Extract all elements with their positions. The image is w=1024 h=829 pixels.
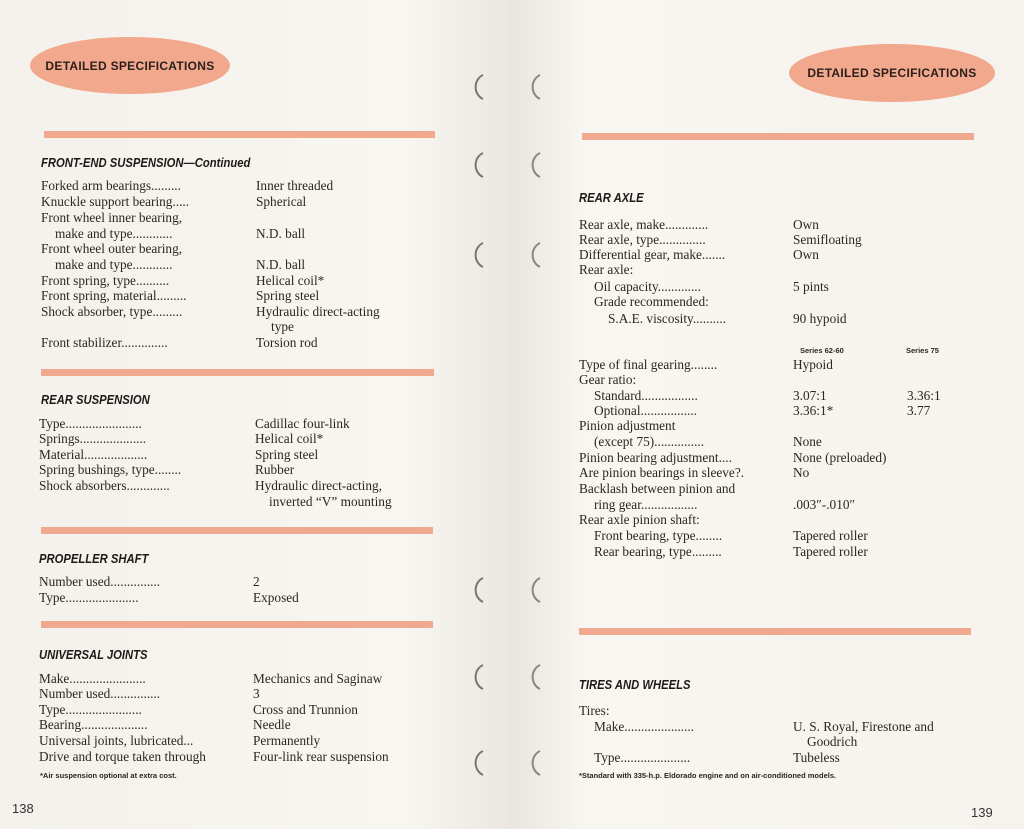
section-heading: REAR SUSPENSION xyxy=(41,393,150,407)
spec-label: Rear axle: xyxy=(579,262,634,277)
spec-label: Type....................... xyxy=(39,416,142,431)
spec-label: Spring bushings, type........ xyxy=(39,462,182,477)
spec-label: Front bearing, type........ xyxy=(594,528,723,543)
spec-label: Oil capacity............. xyxy=(594,279,701,294)
spec-value: 5 pints xyxy=(793,279,829,294)
spec-label: Type....................... xyxy=(39,702,142,717)
spec-value: 2 xyxy=(253,574,260,589)
spec-value: Inner threaded xyxy=(256,178,334,193)
spec-label: Differential gear, make....... xyxy=(579,247,726,262)
spec-label: (except 75)............... xyxy=(594,434,705,449)
binder-hole-icon xyxy=(467,662,489,692)
spec-label: Optional................. xyxy=(594,403,698,418)
spec-value: 3.07:1 xyxy=(793,388,827,403)
spec-label: Front wheel outer bearing, xyxy=(41,241,183,256)
spec-value: Permanently xyxy=(253,733,321,748)
binder-hole-icon xyxy=(526,150,548,180)
spec-label: ring gear................. xyxy=(594,497,698,512)
spec-label: Rear axle, make............. xyxy=(579,217,709,232)
spec-value: inverted “V” mounting xyxy=(269,494,392,509)
spec-label: Front stabilizer.............. xyxy=(41,335,168,350)
section-heading: TIRES AND WHEELS xyxy=(579,678,691,692)
spec-label: Springs.................... xyxy=(39,431,147,446)
spec-value: Semifloating xyxy=(793,232,862,247)
left-page xyxy=(0,0,508,829)
spec-value: Spring steel xyxy=(256,288,320,303)
right-page xyxy=(508,0,1024,829)
spec-label: Front wheel inner bearing, xyxy=(41,210,183,225)
spec-value: 3 xyxy=(253,686,260,701)
spec-value-series75: 3.36:1 xyxy=(907,388,941,403)
section-badge xyxy=(789,44,995,102)
divider xyxy=(44,131,435,138)
footnote: *Air suspension optional at extra cost. xyxy=(40,771,177,780)
spec-label: Make....................... xyxy=(39,671,146,686)
spec-label: Type of final gearing........ xyxy=(579,357,718,372)
spec-label: Gear ratio: xyxy=(579,372,637,387)
spec-value: Helical coil* xyxy=(255,431,324,446)
spec-label: Drive and torque taken through xyxy=(39,749,206,764)
divider xyxy=(582,133,974,140)
section-heading: REAR AXLE xyxy=(579,191,644,205)
spec-value: Tapered roller xyxy=(793,528,868,543)
spec-value: Exposed xyxy=(253,590,299,605)
page-number: 138 xyxy=(12,801,34,816)
spec-label: Front spring, type.......... xyxy=(41,273,170,288)
binder-hole-icon xyxy=(467,150,489,180)
binder-hole-icon xyxy=(467,72,489,102)
badge-label: DETAILED SPECIFICATIONS xyxy=(807,66,977,80)
spec-label: Type..................... xyxy=(594,750,691,765)
spec-label: Shock absorbers............. xyxy=(39,478,170,493)
spec-value: Goodrich xyxy=(807,734,858,749)
spec-label: S.A.E. viscosity.......... xyxy=(608,311,727,326)
binder-hole-icon xyxy=(467,240,489,270)
spec-label: Shock absorber, type......... xyxy=(41,304,183,319)
spec-label: Standard................. xyxy=(594,388,698,403)
spec-value: No xyxy=(793,465,810,480)
spec-label: make and type............ xyxy=(55,257,173,272)
spec-label: Forked arm bearings......... xyxy=(41,178,181,193)
spec-value: .003″-.010″ xyxy=(793,497,856,512)
spec-value: Torsion rod xyxy=(256,335,318,350)
badge-label: DETAILED SPECIFICATIONS xyxy=(45,58,215,73)
spec-value: U. S. Royal, Firestone and xyxy=(793,719,934,734)
binder-hole-icon xyxy=(467,748,489,778)
spec-label: Type...................... xyxy=(39,590,139,605)
spec-value: N.D. ball xyxy=(256,226,306,241)
spec-value: Tapered roller xyxy=(793,544,868,559)
spec-label: Pinion bearing adjustment.... xyxy=(579,450,732,465)
spec-label: Grade recommended: xyxy=(594,294,709,309)
spec-value: Own xyxy=(793,217,819,232)
spec-value: type xyxy=(271,319,294,334)
spec-label: Rear bearing, type......... xyxy=(594,544,722,559)
binder-hole-icon xyxy=(526,662,548,692)
spec-value: Tubeless xyxy=(793,750,840,765)
divider xyxy=(41,369,434,376)
divider xyxy=(41,621,433,628)
spec-value: None (preloaded) xyxy=(793,450,887,465)
spec-value: Hydraulic direct-acting, xyxy=(255,478,383,493)
spec-value: Hydraulic direct-acting xyxy=(256,304,380,319)
spec-label: Rear axle, type.............. xyxy=(579,232,706,247)
spec-label: make and type............ xyxy=(55,226,173,241)
spec-value: Spring steel xyxy=(255,447,319,462)
spec-label: Front spring, material......... xyxy=(41,288,187,303)
spec-label: Knuckle support bearing..... xyxy=(41,194,190,209)
binder-hole-icon xyxy=(467,575,489,605)
spec-label: Universal joints, lubricated... xyxy=(39,733,194,748)
binder-hole-icon xyxy=(526,575,548,605)
spec-value: N.D. ball xyxy=(256,257,306,272)
spec-label: Make..................... xyxy=(594,719,695,734)
spec-label: Pinion adjustment xyxy=(579,418,676,433)
spec-value: Mechanics and Saginaw xyxy=(253,671,383,686)
spec-value: Hypoid xyxy=(793,357,833,372)
spec-value: Own xyxy=(793,247,819,262)
section-heading: UNIVERSAL JOINTS xyxy=(39,648,148,662)
spec-value: Cadillac four-link xyxy=(255,416,350,431)
spec-value: Needle xyxy=(253,717,291,732)
footnote: *Standard with 335-h.p. Eldorado engine and on air-conditioned models. xyxy=(579,771,837,780)
page-number: 139 xyxy=(971,805,993,820)
spec-label: Backlash between pinion and xyxy=(579,481,736,496)
spec-label: Number used............... xyxy=(39,574,161,589)
section-badge xyxy=(30,37,230,94)
spec-label: Material................... xyxy=(39,447,148,462)
spec-label: Tires: xyxy=(579,703,610,718)
column-header: Series 75 xyxy=(906,346,939,355)
spec-value: 3.36:1* xyxy=(793,403,834,418)
spec-value: 90 hypoid xyxy=(793,311,847,326)
spec-label: Rear axle pinion shaft: xyxy=(579,512,700,527)
spec-value: Spherical xyxy=(256,194,307,209)
spec-label: Are pinion bearings in sleeve?. xyxy=(579,465,745,480)
spec-value: Rubber xyxy=(255,462,295,477)
spec-value: Cross and Trunnion xyxy=(253,702,358,717)
binder-hole-icon xyxy=(526,72,548,102)
spec-value: Four-link rear suspension xyxy=(253,749,389,764)
binder-hole-icon xyxy=(526,748,548,778)
section-heading: FRONT-END SUSPENSION—Continued xyxy=(41,156,251,170)
spec-value-series75: 3.77 xyxy=(907,403,931,418)
spec-value: None xyxy=(793,434,822,449)
column-header: Series 62-60 xyxy=(800,346,844,355)
binder-hole-icon xyxy=(526,240,548,270)
section-heading: PROPELLER SHAFT xyxy=(39,552,149,566)
divider xyxy=(41,527,433,534)
divider xyxy=(579,628,971,635)
spec-label: Bearing.................... xyxy=(39,717,148,732)
spec-value: Helical coil* xyxy=(256,273,325,288)
spec-label: Number used............... xyxy=(39,686,161,701)
